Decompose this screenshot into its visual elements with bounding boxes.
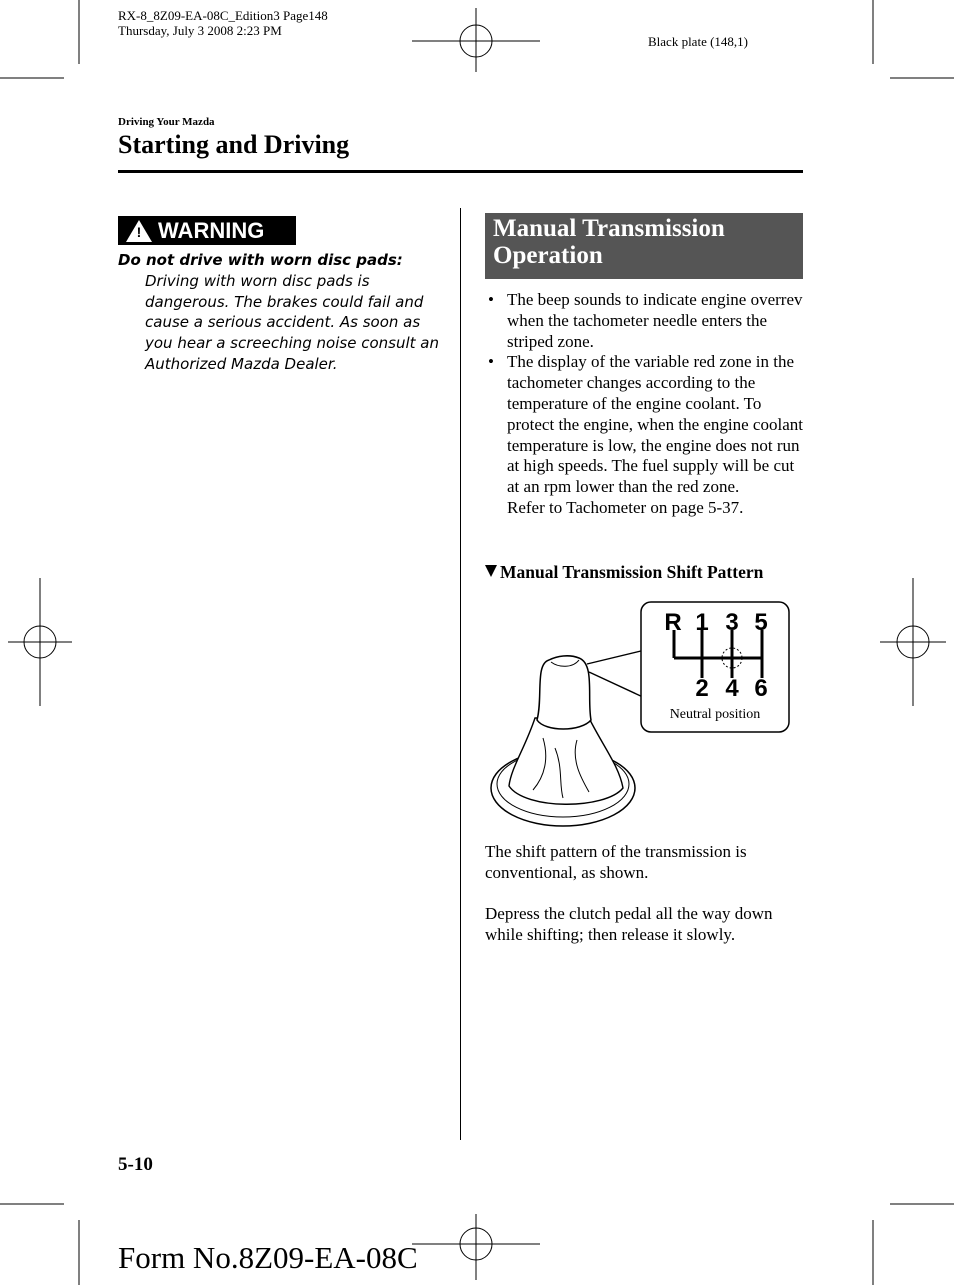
bullet-icon: • (488, 352, 494, 372)
gear-label: 3 (725, 609, 739, 636)
warning-lead: Do not drive with worn disc pads: (118, 251, 403, 269)
bullet-list (485, 290, 805, 519)
gear-label: 2 (695, 675, 709, 702)
plate-label: Black plate (148,1) (648, 34, 748, 49)
figure-caption: Neutral position (669, 707, 761, 722)
print-meta-line1: RX-8_8Z09-EA-08C_Edition3 Page148 (118, 8, 328, 23)
subsection-heading: Manual Transmission Shift Pattern (485, 562, 763, 583)
gear-label: 6 (754, 675, 768, 702)
title-rule (118, 170, 803, 173)
section-heading-box (485, 213, 803, 279)
warning-badge: ! WARNING (118, 216, 296, 245)
triangle-down-icon (485, 565, 497, 577)
list-item: • The beep sounds to indicate engine overrev when the tachometer needle enters the striped zone. (488, 290, 803, 351)
print-meta-line2: Thursday, July 3 2008 2:23 PM (118, 23, 282, 38)
warning-label: WARNING (158, 218, 265, 243)
shift-pattern-figure (485, 598, 803, 834)
page-title: Starting and Driving (118, 130, 350, 159)
gear-label: 1 (695, 609, 709, 636)
list-item: • The display of the variable red zone in the tachometer changes according to the temperature of the engine coolant. To protect the engine, when the engine coolant temperature is low, the engine does not run at high speeds. The fuel supply will be cut at an rpm lower than the red zone. (488, 352, 803, 497)
form-number: Form No.8Z09-EA-08C (118, 1240, 418, 1275)
gear-label: R (664, 609, 682, 636)
chapter-label: Driving Your Mazda (118, 116, 215, 128)
paragraph: The shift pattern of the transmission is conventional, as shown. (485, 842, 747, 882)
print-metadata (118, 8, 328, 38)
gear-label: 5 (754, 609, 768, 636)
page-number: 5-10 (118, 1154, 153, 1175)
column-divider (460, 208, 461, 1140)
warning-body: Driving with worn disc pads is dangerous. The brakes could fail and cause a serious accident. As soon as you hear a screeching noise consult an Authorized Mazda Dealer. (145, 272, 439, 373)
gear-label: 4 (725, 675, 739, 702)
paragraph: Depress the clutch pedal all the way down while shifting; then release it slowly. (485, 904, 773, 944)
section-heading: Manual Transmission Operation (493, 215, 725, 269)
bullet-icon: • (488, 290, 494, 309)
reference-text: Refer to Tachometer on page 5-37. (507, 497, 744, 517)
